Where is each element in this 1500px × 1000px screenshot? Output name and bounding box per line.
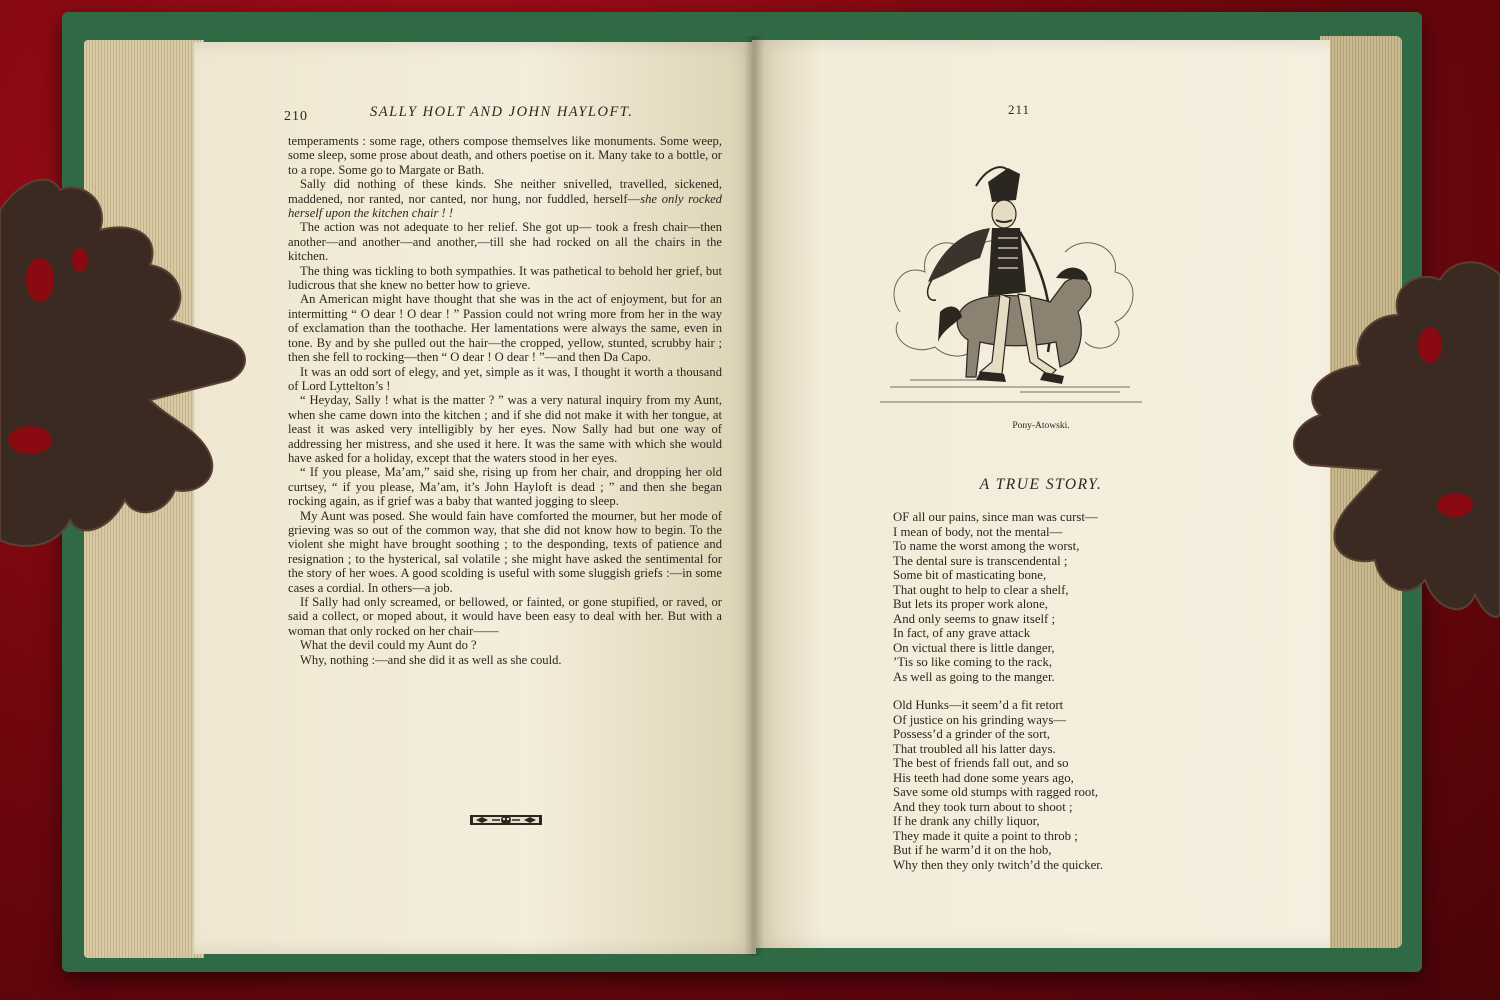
left-body-text [288,134,722,667]
running-title: SALLY HOLT AND JOHN HAYLOFT. [370,104,634,120]
poem-line: Save some old stumps with ragged root, [893,785,1099,799]
paragraph: It was an odd sort of elegy, and yet, simple as it was, I thought it worth a thousand of Lord Lyttelton’s ! [288,364,722,393]
paragraph: Sally did nothing of these kinds. She neither snivelled, travelled, sickened, maddened, nor ranted, nor canted, nor hung, nor fuddled, herself—she only rocked herself upon the kitchen chair ! ! [288,177,722,221]
poem-line: OF all our pains, since man was curst— [893,510,1098,524]
poem-line: Of justice on his grinding ways— [893,712,1067,727]
poem-line: On victual there is little danger, [893,640,1055,655]
poem-line: But if he warm’d it on the hob, [893,843,1052,857]
poem-line: The dental sure is transcendental ; [893,553,1068,568]
paragraph: The thing was tickling to both sympathies. It was pathetical to behold her grief, but ludicrous that she knew no better how to grieve. [288,263,722,293]
poem-line: In fact, of any grave attack [893,626,1031,640]
page-number-right: 211 [1008,102,1031,117]
story-title: A TRUE STORY. [979,476,1103,493]
paragraph: If Sally had only screamed, or bellowed, or fainted, or gone stupified, or raved, or said a collect, or moped about, it would have been easy to deal with her. But with a woman that only rocked on her chair—— [288,595,722,638]
poem-line: Why then they only twitch’d the quicker. [893,857,1104,872]
right-page-clip [1280,255,1500,675]
poem-line: And only seems to gnaw itself ; [893,611,1056,626]
paragraph: An American might have thought that she was in the act of enjoyment, but for an intermitting “ O dear ! O dear ! ” Passion could not wring more from her in the way of exclamation than the toothache. Her lamentations were always the same, even in tone. By and by she pulled out the hair—the cropped, yellow, stunted, scrubby hair ; then she fell to rocking—then “ O dear ! O dear ! ”—and then Da Capo. [288,292,722,365]
book-gutter [744,36,764,956]
italic-emphasis: she only rocked herself upon the kitchen chair ! ! [288,191,722,221]
poem-line: I mean of body, not the mental— [893,524,1063,539]
poem-line: His teeth had done some years ago, [893,770,1074,785]
poem [893,510,1223,872]
poem-line: Some bit of masticating bone, [893,568,1047,582]
right-page [752,40,1330,948]
poem-line: To name the worst among the worst, [893,539,1080,553]
left-page-clip [0,170,260,620]
paragraph: temperaments : some rage, others compose themselves like monuments. Some weep, some sleep, some prose about death, and others poetise on it. Many take to a bottle, or to a rope. Some go to Margate or Bath. [288,134,722,177]
paragraph: Why, nothing :—and she did it as well as she could. [300,652,562,667]
engraving-illustration [880,162,1142,408]
paragraph: “ If you please, Ma’am,” said she, rising up from her chair, and dropping her old curtsey, “ if you please, Ma’am, it’s John Hayloft is dead ; ” and then she began rocking again, as if grief was a baby that wanted jogging to sleep. [288,465,722,509]
poem-line: And they took turn about to shoot ; [893,799,1073,814]
tailpiece-ornament [470,812,542,828]
poem-line: As well as going to the manger. [893,669,1055,684]
page-number-left: 210 [284,109,308,124]
poem-line: They made it quite a point to throb ; [893,828,1078,843]
poem-line: Possess’d a grinder of the sort, [893,727,1051,741]
poem-line: That troubled all his latter days. [893,741,1056,756]
left-page [194,42,756,954]
paragraph: The action was not adequate to her relief. She got up— took a fresh chair—then another—and another—and another,—till she had rocked on all the chairs in the kitchen. [288,220,722,264]
poem-line: That ought to help to clear a shelf, [893,582,1069,597]
poem-line: ’Tis so like coming to the rack, [893,655,1053,669]
poem-line: If he drank any chilly liquor, [893,814,1040,828]
illustration-caption: Pony-Atowski. [1012,421,1070,431]
paragraph: What the devil could my Aunt do ? [300,638,477,653]
paragraph: My Aunt was posed. She would fain have comforted the mourner, but her mode of grieving was so out of the common way, that she did not know how to begin. To the violent she might have brought soothing ; to the desponding, texts of patience and resignation ; to the hysterical, sal volatile ; she might have asked the sentimental for the story of her woes. A good scolding is useful with some sluggish griefs :—in some cases a cordial. In others—a job. [288,508,722,595]
poem-line: Old Hunks—it seem’d a fit retort [893,698,1064,712]
poem-line: But lets its proper work alone, [893,597,1048,611]
poem-line: The best of friends fall out, and so [893,756,1069,770]
paragraph: “ Heyday, Sally ! what is the matter ? ” was a very natural inquiry from my Aunt, when she came down into the kitchen ; and if she did not make it with her tongue, at least it was asked very intelligibly by her eyes. Now Sally had but one way of addressing her mistress, and she used it here. It was the same with which she would have asked for a holiday, except that the waters stood in her eyes. [288,393,722,465]
